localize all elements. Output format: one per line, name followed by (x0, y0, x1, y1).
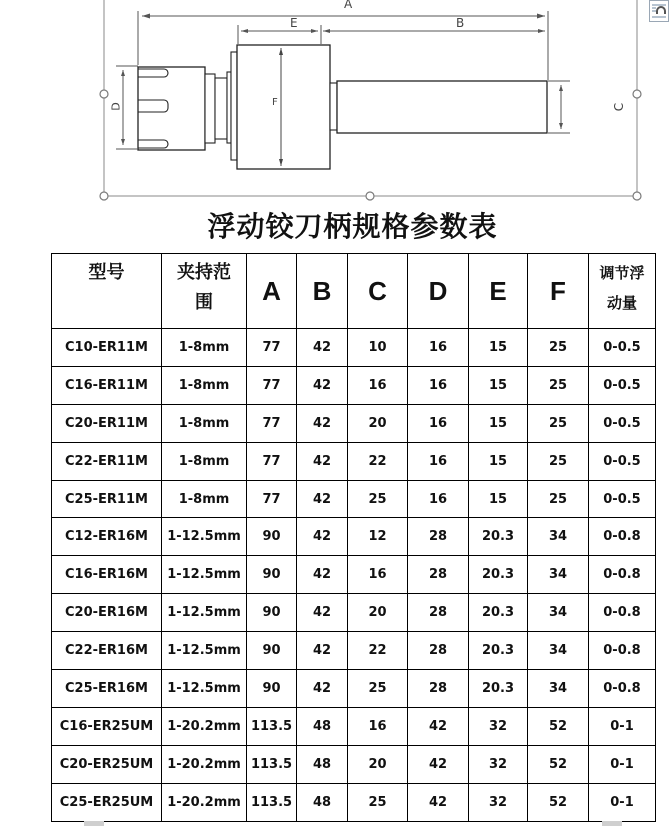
cell-a: 77 (247, 329, 297, 367)
cell-float: 0-1 (589, 745, 656, 783)
cell-d: 16 (408, 329, 469, 367)
cell-e: 32 (469, 745, 528, 783)
cell-d: 16 (408, 404, 469, 442)
cell-c: 20 (348, 404, 408, 442)
cell-a: 113.5 (247, 707, 297, 745)
cell-f: 25 (528, 366, 589, 404)
cell-a: 77 (247, 442, 297, 480)
dimension-label-c: C (612, 102, 627, 112)
cell-b: 42 (297, 442, 348, 480)
table-row (52, 366, 656, 404)
cell-c: 16 (348, 556, 408, 594)
cell-e: 20.3 (469, 670, 528, 708)
cell-a: 90 (247, 632, 297, 670)
cell-float: 0-1 (589, 707, 656, 745)
cell-d: 42 (408, 783, 469, 821)
cell-float: 0-0.5 (589, 366, 656, 404)
cell-clamp: 1-8mm (162, 442, 247, 480)
spec-table (51, 253, 656, 822)
cell-c: 25 (348, 670, 408, 708)
cell-b: 42 (297, 594, 348, 632)
table-row (52, 670, 656, 708)
cell-d: 28 (408, 670, 469, 708)
cell-clamp: 1-12.5mm (162, 632, 247, 670)
cell-e: 15 (469, 404, 528, 442)
cell-f: 25 (528, 442, 589, 480)
cell-model: C16-ER11M (52, 366, 162, 404)
table-row (52, 329, 656, 367)
cell-model: C16-ER25UM (52, 707, 162, 745)
cell-f: 34 (528, 632, 589, 670)
table-resize-marker-left[interactable] (84, 821, 104, 826)
cell-model: C22-ER16M (52, 632, 162, 670)
cell-f: 25 (528, 480, 589, 518)
cell-model: C25-ER16M (52, 670, 162, 708)
cell-model: C16-ER16M (52, 556, 162, 594)
cell-d: 16 (408, 366, 469, 404)
cell-d: 28 (408, 594, 469, 632)
cell-f: 52 (528, 707, 589, 745)
cell-clamp: 1-8mm (162, 480, 247, 518)
cell-f: 25 (528, 329, 589, 367)
cell-clamp: 1-8mm (162, 329, 247, 367)
header-c: C (348, 254, 408, 329)
cell-float: 0-0.5 (589, 442, 656, 480)
cell-c: 25 (348, 480, 408, 518)
cell-f: 25 (528, 404, 589, 442)
cell-c: 16 (348, 366, 408, 404)
cell-d: 28 (408, 556, 469, 594)
cell-a: 77 (247, 366, 297, 404)
tool-holder-diagram[interactable] (0, 0, 669, 205)
cell-model: C25-ER25UM (52, 783, 162, 821)
cell-e: 15 (469, 366, 528, 404)
cell-clamp: 1-12.5mm (162, 518, 247, 556)
cell-clamp: 1-20.2mm (162, 707, 247, 745)
cell-clamp: 1-8mm (162, 366, 247, 404)
header-b: B (297, 254, 348, 329)
cell-e: 15 (469, 442, 528, 480)
cell-b: 42 (297, 670, 348, 708)
cell-b: 48 (297, 707, 348, 745)
cell-b: 42 (297, 632, 348, 670)
cell-a: 90 (247, 594, 297, 632)
cell-e: 15 (469, 480, 528, 518)
cell-clamp: 1-12.5mm (162, 594, 247, 632)
cell-c: 20 (348, 594, 408, 632)
header-f: F (528, 254, 589, 329)
cell-float: 0-0.8 (589, 670, 656, 708)
dimension-label-d: D (109, 102, 123, 111)
table-row (52, 632, 656, 670)
cell-model: C20-ER16M (52, 594, 162, 632)
cell-c: 12 (348, 518, 408, 556)
header-model: 型号 (52, 254, 162, 329)
cell-a: 113.5 (247, 783, 297, 821)
table-row (52, 783, 656, 821)
cell-clamp: 1-20.2mm (162, 783, 247, 821)
cell-a: 90 (247, 556, 297, 594)
cell-b: 42 (297, 329, 348, 367)
cell-float: 0-1 (589, 783, 656, 821)
cell-e: 20.3 (469, 594, 528, 632)
layout-options-glyph (650, 1, 668, 21)
cell-e: 20.3 (469, 518, 528, 556)
table-row (52, 442, 656, 480)
table-row (52, 518, 656, 556)
cell-f: 34 (528, 594, 589, 632)
cell-float: 0-0.5 (589, 480, 656, 518)
cell-b: 48 (297, 783, 348, 821)
table-row (52, 745, 656, 783)
cell-float: 0-0.8 (589, 594, 656, 632)
cell-a: 90 (247, 518, 297, 556)
cell-e: 32 (469, 783, 528, 821)
diagram-drawing (0, 0, 669, 205)
cell-d: 42 (408, 745, 469, 783)
header-clamp-range: 夹持范 围 (162, 254, 247, 329)
cell-model: C20-ER11M (52, 404, 162, 442)
header-d: D (408, 254, 469, 329)
cell-clamp: 1-12.5mm (162, 670, 247, 708)
cell-e: 20.3 (469, 556, 528, 594)
cell-c: 10 (348, 329, 408, 367)
header-a: A (247, 254, 297, 329)
cell-f: 34 (528, 518, 589, 556)
cell-f: 52 (528, 745, 589, 783)
cell-a: 77 (247, 480, 297, 518)
cell-e: 32 (469, 707, 528, 745)
cell-f: 34 (528, 670, 589, 708)
cell-b: 42 (297, 366, 348, 404)
table-row (52, 707, 656, 745)
cell-c: 22 (348, 442, 408, 480)
cell-a: 77 (247, 404, 297, 442)
cell-b: 48 (297, 745, 348, 783)
cell-e: 15 (469, 329, 528, 367)
cell-c: 22 (348, 632, 408, 670)
table-header-row (52, 254, 656, 329)
dimension-label-f: F (272, 97, 278, 108)
dimension-label-a: A (344, 0, 353, 11)
cell-c: 16 (348, 707, 408, 745)
table-row (52, 594, 656, 632)
cell-float: 0-0.5 (589, 404, 656, 442)
cell-d: 28 (408, 518, 469, 556)
cell-clamp: 1-20.2mm (162, 745, 247, 783)
page-title: 浮动铰刀柄规格参数表 (207, 210, 498, 243)
cell-e: 20.3 (469, 632, 528, 670)
header-e: E (469, 254, 528, 329)
layout-options-icon[interactable] (649, 0, 669, 22)
cell-f: 52 (528, 783, 589, 821)
cell-a: 90 (247, 670, 297, 708)
cell-c: 25 (348, 783, 408, 821)
cell-model: C25-ER11M (52, 480, 162, 518)
cell-d: 28 (408, 632, 469, 670)
cell-b: 42 (297, 480, 348, 518)
cell-f: 34 (528, 556, 589, 594)
cell-float: 0-0.8 (589, 632, 656, 670)
cell-b: 42 (297, 404, 348, 442)
table-row (52, 404, 656, 442)
cell-b: 42 (297, 518, 348, 556)
cell-float: 0-0.8 (589, 518, 656, 556)
table-row (52, 480, 656, 518)
cell-model: C20-ER25UM (52, 745, 162, 783)
table-row (52, 556, 656, 594)
cell-d: 42 (408, 707, 469, 745)
header-float-amount: 调节浮 动量 (589, 254, 656, 329)
cell-clamp: 1-8mm (162, 404, 247, 442)
cell-model: C12-ER16M (52, 518, 162, 556)
table-resize-marker-right[interactable] (602, 821, 622, 826)
dimension-label-b: B (456, 16, 465, 30)
cell-b: 42 (297, 556, 348, 594)
cell-float: 0-0.5 (589, 329, 656, 367)
cell-float: 0-0.8 (589, 556, 656, 594)
cell-model: C22-ER11M (52, 442, 162, 480)
cell-d: 16 (408, 442, 469, 480)
cell-a: 113.5 (247, 745, 297, 783)
dimension-label-e: E (290, 16, 298, 30)
cell-d: 16 (408, 480, 469, 518)
cell-clamp: 1-12.5mm (162, 556, 247, 594)
cell-model: C10-ER11M (52, 329, 162, 367)
cell-c: 20 (348, 745, 408, 783)
